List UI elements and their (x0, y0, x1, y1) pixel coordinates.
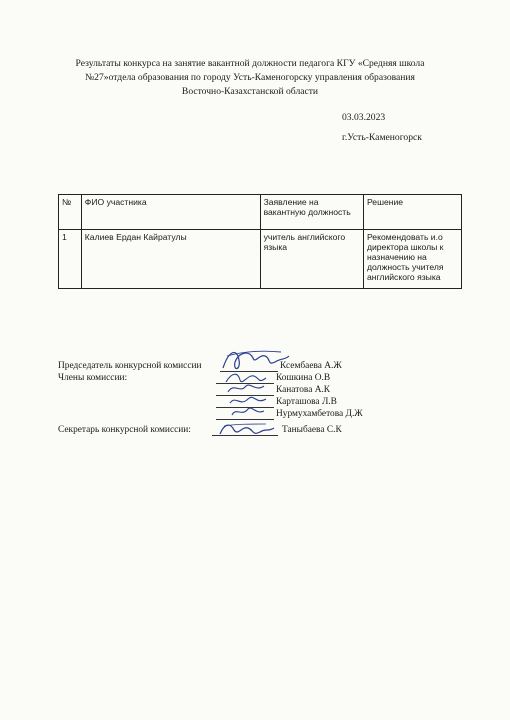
title-line-2: №27»отдела образования по городу Усть-Каменогорску управления образования (85, 72, 415, 83)
cell-application: учитель английского языка (260, 230, 363, 289)
cell-participant: Калиев Ердан Кайратулы (81, 230, 260, 289)
header-application: Заявление на вакантную должность (260, 195, 363, 230)
member-name: Кошкина О.В (276, 373, 331, 383)
results-table (58, 194, 462, 289)
document-title (50, 57, 450, 99)
secretary-name: Таныбаева С.К (282, 425, 342, 435)
header-decision: Решение (363, 195, 461, 230)
cell-decision: Рекомендовать и.о директора школы к назначению на должность учителя английского языка (363, 230, 461, 289)
header-number: № (59, 195, 82, 230)
member-name: Нурмухамбетова Д.Ж (276, 409, 363, 419)
header-participant: ФИО участника (81, 195, 260, 230)
chairman-name: Ксембаева А.Ж (280, 361, 342, 371)
title-line-1: Результаты конкурса на занятие вакантной должности педагога КГУ «Средняя школа (75, 58, 425, 69)
chairman-label: Председатель конкурсной комиссии (58, 361, 202, 371)
member-name: Карташова Л.В (276, 397, 337, 407)
table-row (59, 230, 462, 289)
title-line-3: Восточно-Казахстанской области (181, 86, 319, 97)
document-date: 03.03.2023 (342, 112, 386, 123)
members-label: Члены комиссии: (58, 373, 128, 383)
secretary-signature (216, 418, 280, 440)
member-name: Канатова А.К (276, 385, 331, 395)
cell-number: 1 (59, 230, 82, 289)
table-header-row (59, 195, 462, 230)
secretary-label: Секретарь конкурсной комиссии: (58, 425, 191, 435)
document-city: г.Усть-Каменогорск (342, 132, 422, 143)
